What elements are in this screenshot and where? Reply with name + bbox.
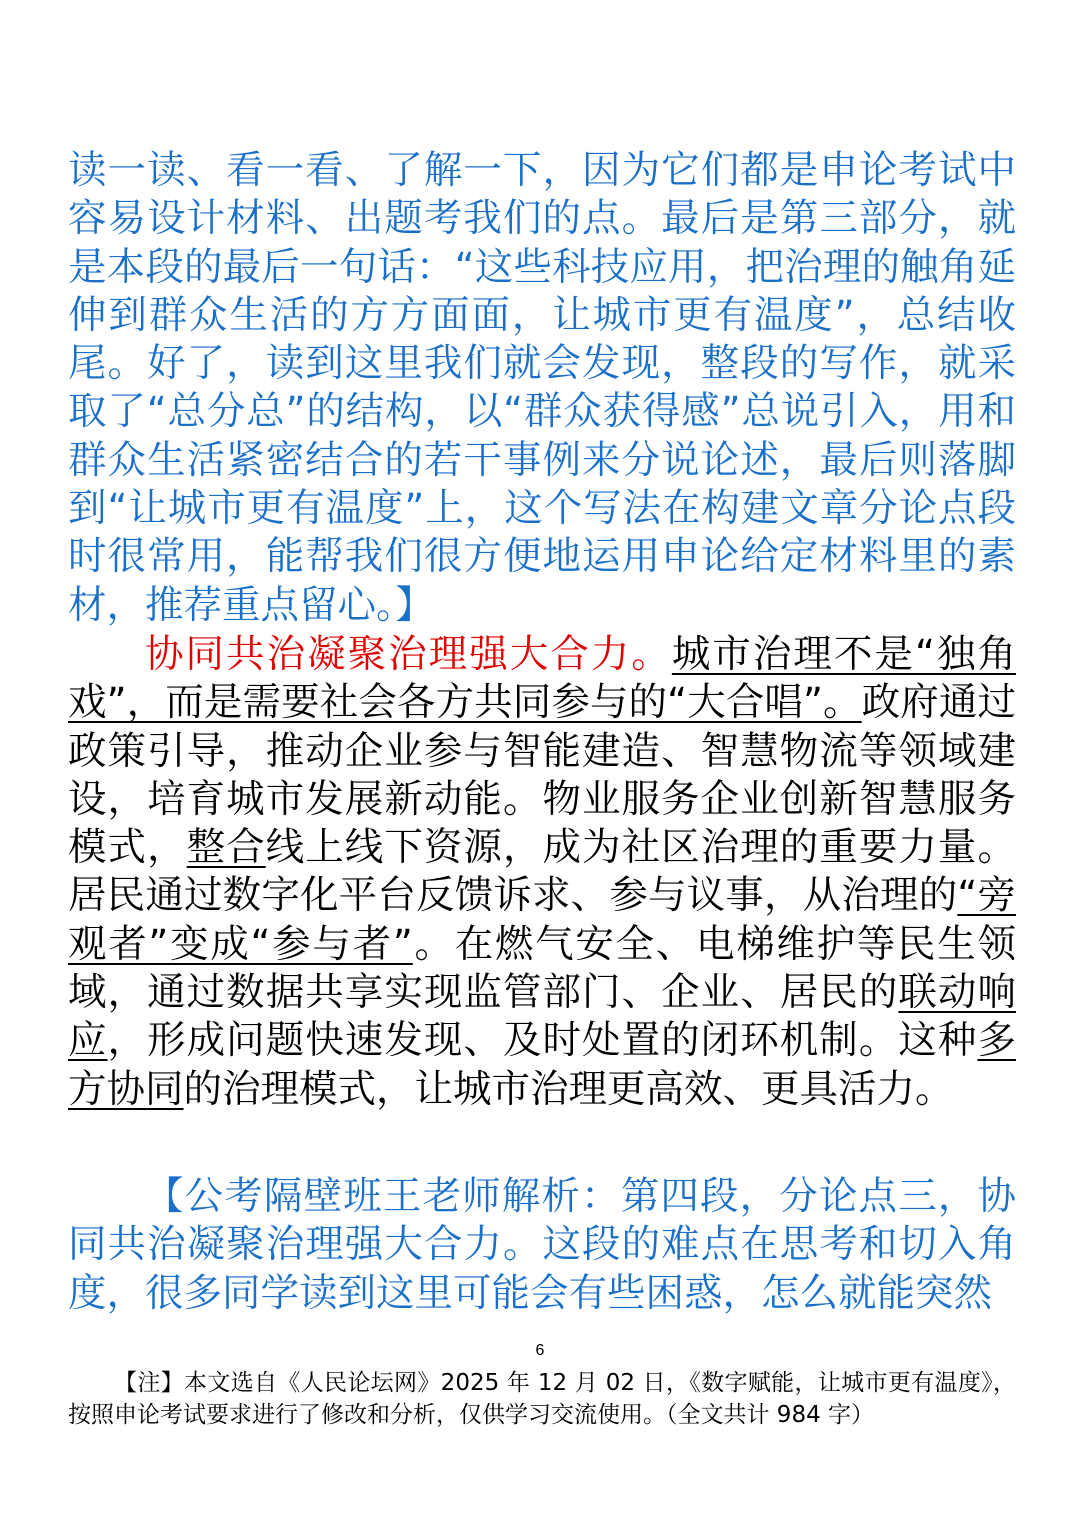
body-text: ，形成问题快速发现、及时处置的闭环机制。这种 — [107, 1018, 978, 1064]
underlined-phrase: 多方协同 — [68, 1018, 1016, 1112]
body-text: 。在燃气安全、电梯维护等民生领域，通过数据共享实现监管部门、企业、居民的 — [68, 921, 1016, 1016]
underlined-phrase: “旁观者”变成“参与者” — [68, 873, 1016, 967]
analysis-text: 【公考隔壁班王老师解析：第四段，分论点三，协同共治凝聚治理强大合力。这段的难点在思考和切入角度，很多同学读到这里可能会有些困惑，怎么就能突然 — [68, 1174, 1016, 1316]
body-text: 的治理模式，让城市治理更高效、更具活力。 — [183, 1066, 954, 1112]
underlined-phrase: 整合 — [186, 825, 266, 871]
underlined-phrase: 城市治理不是“独角戏”，而是需要社会各方共同参与的“大合唱”。 — [68, 632, 1016, 726]
sub-argument-heading: 协同共治凝聚治理强大合力。 — [145, 632, 672, 677]
body-text: 线上线下资源，成为社区治理的重要力量。居民通过数字化平台反馈诉求、参与议事，从治理的 — [68, 825, 1016, 919]
analysis-paragraph-four — [68, 1173, 1016, 1318]
analysis-text: 读一读、看一看、了解一下，因为它们都是申论考试中容易设计材料、出题考我们的点。最后是第三部分，就是本段的最后一句话：“这些科技应用，把治理的触角延伸到群众生活的方方面面，让城市更有温度”，总结收尾。好了，读到这里我们就会发现，整段的写作，就采取了“总分总”的结构，以“群众获得感”总说引入，用和群众生活紧密结合的若干事例来分说论述，最后则落脚到“让城市更有温度”上，这个写法在构建文章分论点段时很常用，能帮我们很方便地运用申论给定材料里的素材，推荐重点留心。】 — [68, 148, 1016, 628]
source-note: 【注】本文选自《人民论坛网》2025 年 12 月 02 日，《数字赋能，让城市更有温度》，按照申论考试要求进行了修改和分析，仅供学习交流使用。（全文共计 984 字） — [68, 1370, 1016, 1428]
analysis-paragraph-continued — [68, 147, 1016, 630]
underlined-phrase: 联动响应 — [68, 970, 1016, 1064]
article-paragraph-four — [68, 631, 1016, 1114]
page-number: 6 — [535, 1342, 545, 1359]
body-text: 政府通过政策引导，推动企业参与智能建造、智慧物流等领域建设，培育城市发展新动能。物业服务企业创新智慧服务模式， — [68, 680, 1016, 871]
